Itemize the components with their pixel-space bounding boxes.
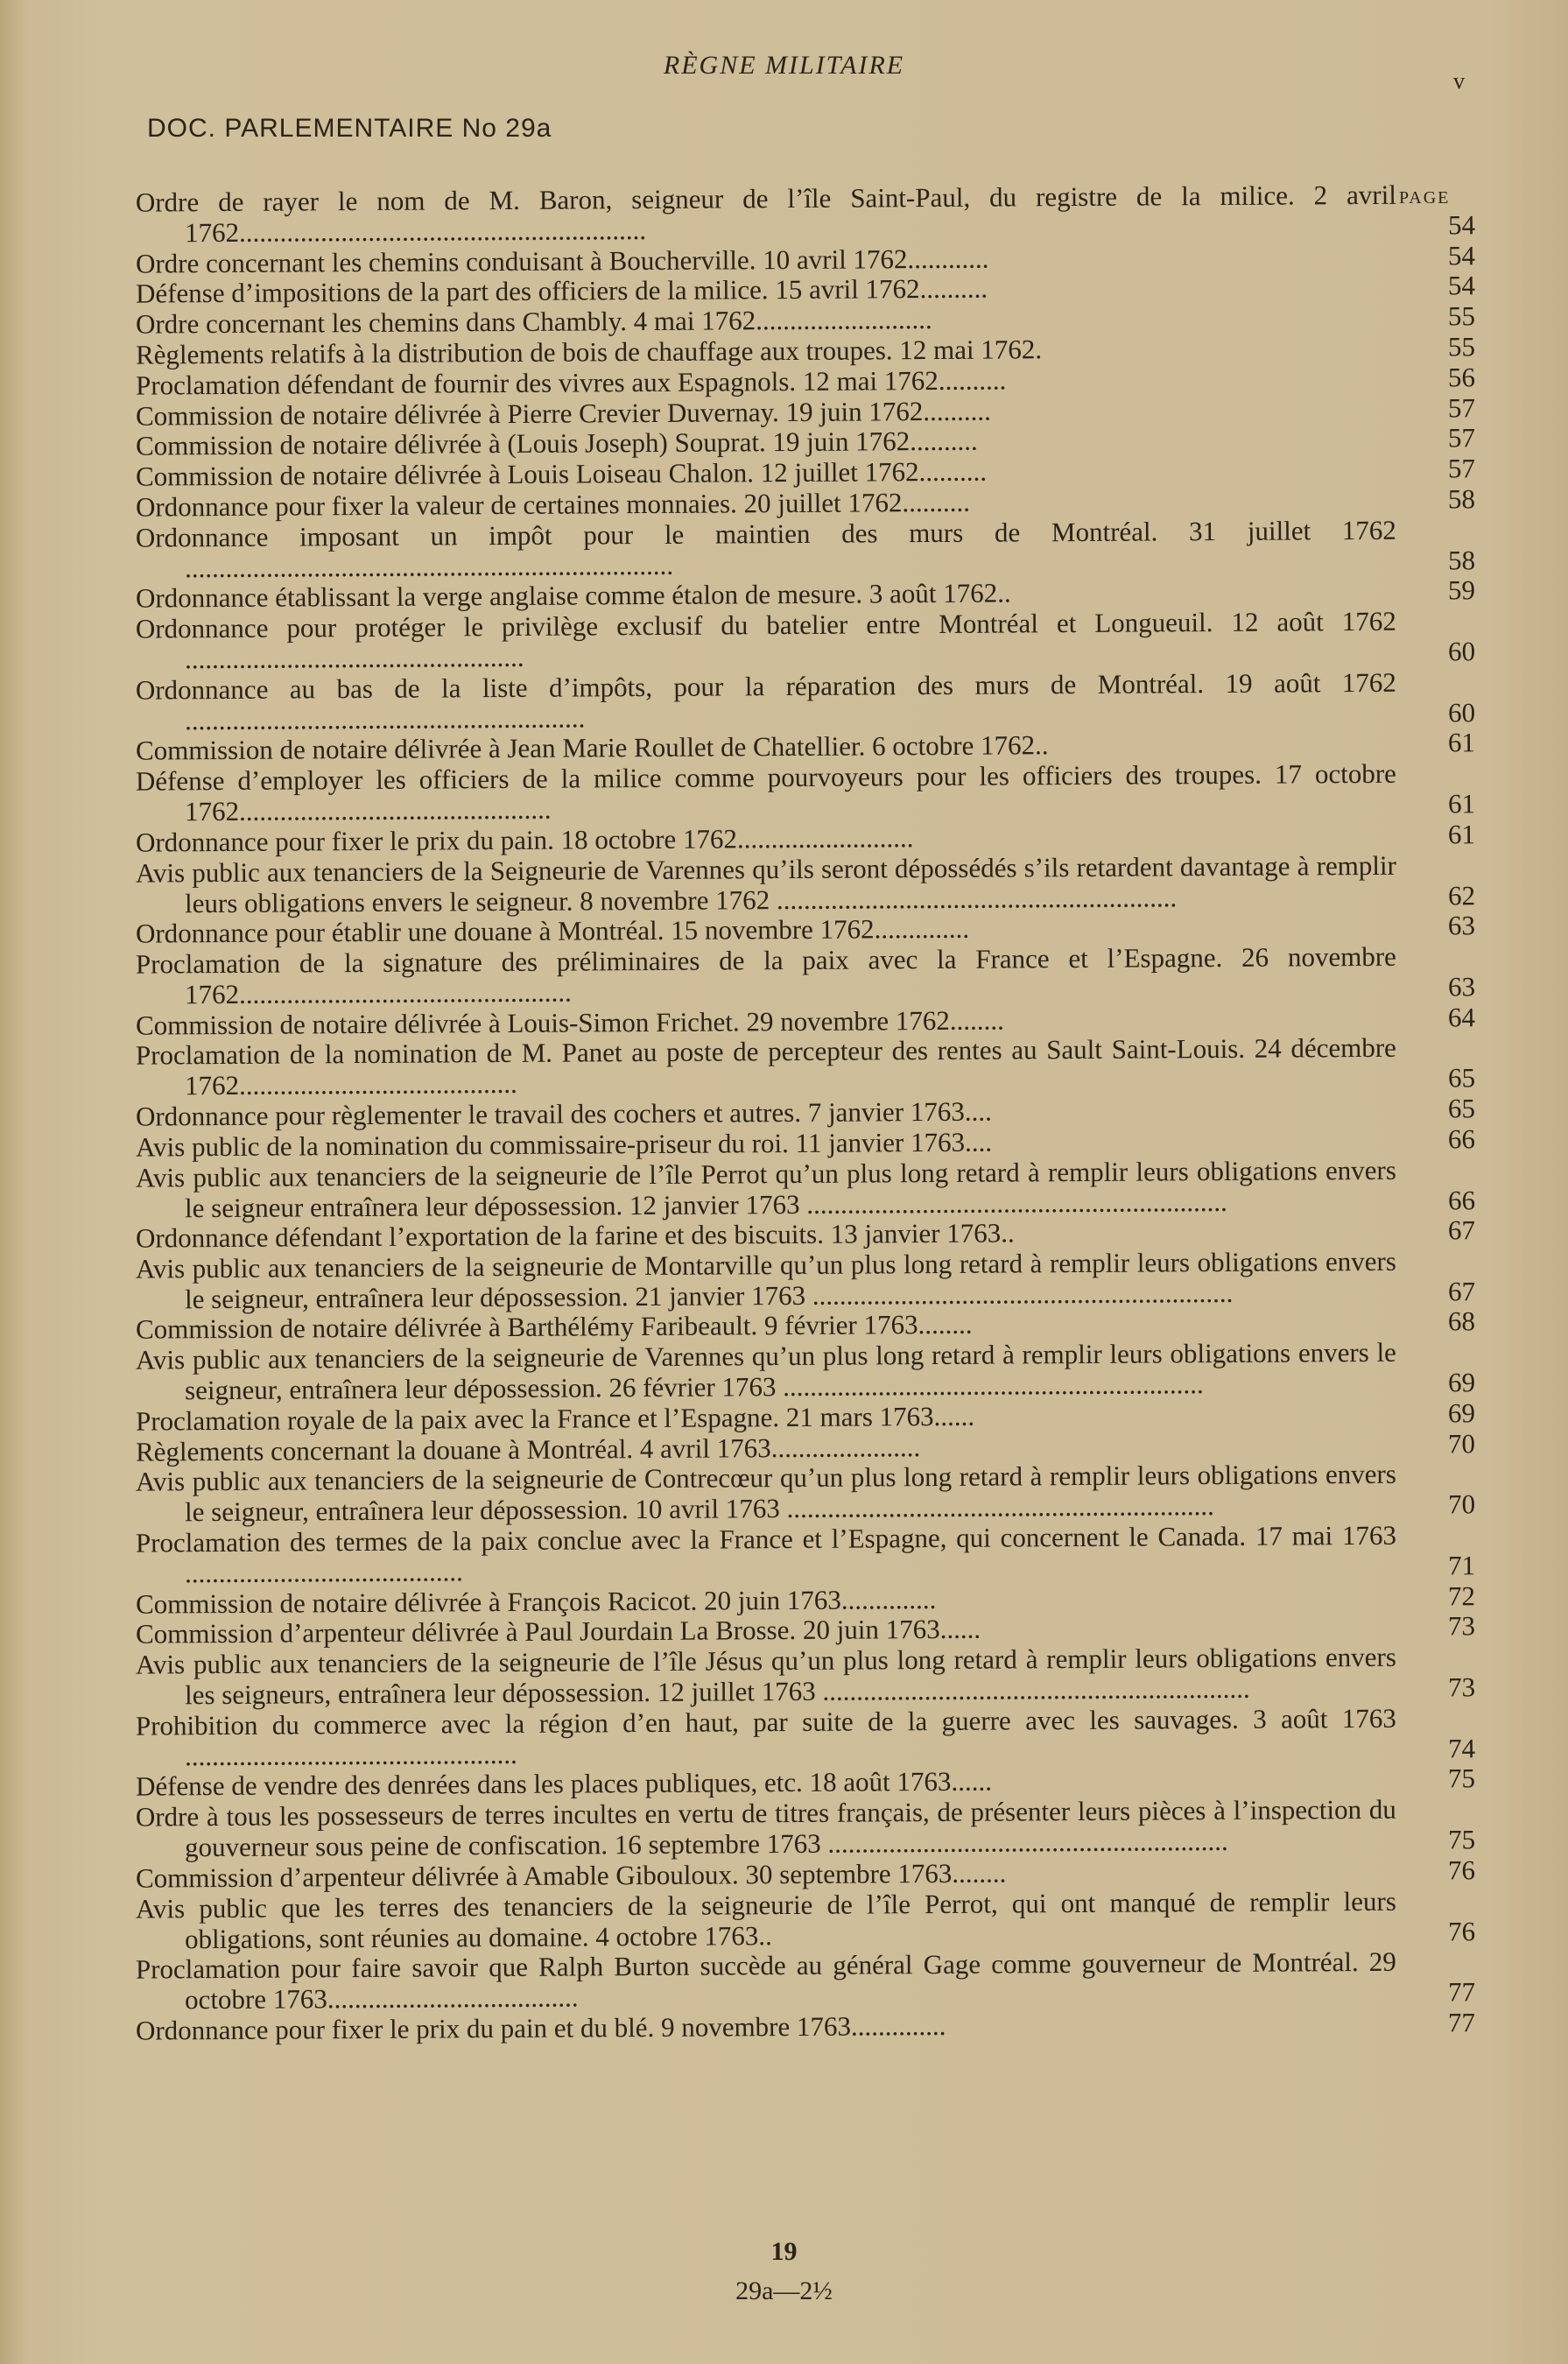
- toc-entry-text: Défense d’employer les officiers de la milice comme pourvoyeurs pour les officiers des troupes. 17 octobre 1762..............................................: [135, 757, 1396, 827]
- toc-entry-text: Proclamation de la signature des préliminaires de la paix avec la France et l’Espagne. 26 novembre 1762.................................................: [135, 940, 1396, 1010]
- toc-entry: [135, 1702, 1476, 1772]
- toc-entry-page: 70: [1447, 1427, 1476, 1460]
- toc-entry-page: 65: [1447, 1062, 1476, 1094]
- page-column-header: PAGE: [1399, 188, 1451, 208]
- toc-entry: [135, 1519, 1476, 1589]
- toc-entry-text: Commission de notaire délivrée à Jean Marie Roullet de Chatellier. 6 octobre 1762..: [135, 729, 1049, 766]
- toc-entry: [135, 2007, 1476, 2046]
- toc-entry-text: Défense de vendre des denrées dans les places publiques, etc. 18 août 1763......: [135, 1766, 993, 1803]
- toc-entry-text: Avis public aux tenanciers de la seigneurie de l’île Perrot qu’un plus long retard à remplir leurs obligations envers le seigneur entraînera leur dépossession. 12 janvier 1763 ..............................................................: [135, 1154, 1396, 1223]
- toc-entry-page: 66: [1447, 1122, 1476, 1155]
- toc-entry-page: 67: [1447, 1214, 1476, 1246]
- toc-entry: [135, 1337, 1476, 1407]
- toc-entry: [135, 1642, 1476, 1712]
- toc-entry: [135, 1245, 1476, 1315]
- toc-entry: [135, 1459, 1476, 1529]
- toc-entry-page: 61: [1447, 788, 1476, 820]
- toc-entry-text: Proclamation des termes de la paix conclue avec la France et l’Espagne, qui concernent le Canada. 17 mai 1763 .........................................: [135, 1519, 1396, 1589]
- toc-entry-text: Avis public de la nomination du commissaire-priseur du roi. 11 janvier 1763....: [135, 1126, 993, 1163]
- toc-entry-text: Commission d’arpenteur délivrée à Amable Gibouloux. 30 septembre 1763........: [135, 1857, 1007, 1894]
- toc-entry-text: Commission de notaire délivrée à Barthélémy Faribeault. 9 février 1763........: [135, 1309, 973, 1346]
- toc-entry-page: 69: [1447, 1367, 1476, 1398]
- toc-entry-text: Prohibition du commerce avec la région d’en haut, par suite de la guerre avec les sauvages. 3 août 1763 .................................................: [135, 1702, 1396, 1771]
- toc-entry-text: Avis public aux tenanciers de la seigneurie de l’île Jésus qu’un plus long retard à remplir leurs obligations envers les seigneurs, entraînera leur dépossession. 12 juillet 1763 ...............................................................: [135, 1642, 1396, 1711]
- toc-entry-page: 77: [1447, 2007, 1476, 2038]
- table-of-contents: [135, 179, 1476, 2046]
- toc-entry-text: Ordonnance pour règlementer le travail des cochers et autres. 7 janvier 1763....: [135, 1095, 992, 1132]
- toc-entry-text: Ordre de rayer le nom de M. Baron, seigneur de l’île Saint-Paul, du registre de la milice. 2 avril 1762............................................................: [135, 179, 1396, 249]
- toc-entry-page: 54: [1447, 209, 1476, 241]
- toc-entry-text: Ordonnance défendant l’exportation de la farine et des biscuits. 13 janvier 1763..: [135, 1217, 1015, 1254]
- toc-entry-text: Proclamation de la nomination de M. Panet au poste de percepteur des rentes au Sault Saint-Louis. 24 décembre 1762.........................................: [135, 1032, 1396, 1101]
- toc-entry-page: 58: [1447, 483, 1476, 515]
- toc-entry-page: 61: [1447, 727, 1476, 758]
- toc-entry-page: 56: [1447, 362, 1476, 393]
- toc-entry-page: 64: [1447, 1001, 1476, 1032]
- toc-entry-page: 70: [1447, 1488, 1476, 1520]
- signature-mark: 29a—2½: [735, 2276, 833, 2305]
- toc-entry: [135, 1794, 1476, 1864]
- toc-entry-text: Proclamation pour faire savoir que Ralph Burton succède au général Gage comme gouverneur de Montréal. 29 octobre 1763.....................................: [135, 1946, 1396, 2016]
- toc-entry-text: Ordonnance pour fixer le prix du pain et du blé. 9 novembre 1763..............: [135, 2009, 946, 2046]
- toc-entry-text: Avis public aux tenanciers de la seigneurie de Montarville qu’un plus long retard à remplir leurs obligations envers le seigneur, entraînera leur dépossession. 21 janvier 1763 ..............................................................: [135, 1245, 1396, 1314]
- running-title: RÈGNE MILITAIRE: [663, 51, 905, 80]
- toc-entry-text: Défense d’impositions de la part des officiers de la milice. 15 avril 1762..........: [135, 273, 988, 309]
- toc-entry-page: 74: [1447, 1732, 1476, 1764]
- page-number-roman: v: [1453, 68, 1465, 94]
- toc-entry-text: Ordonnance imposant un impôt pour le maintien des murs de Montréal. 31 juillet 1762 ........................................................................: [135, 514, 1396, 583]
- toc-entry: [135, 1032, 1476, 1102]
- toc-entry-page: 63: [1447, 970, 1476, 1003]
- toc-entry-page: 65: [1447, 1093, 1476, 1124]
- toc-entry: [135, 666, 1476, 736]
- toc-entry-text: Avis public que les terres des tenanciers de la seigneurie de l’île Perrot, qui ont manqué de remplir leurs obligations, sont réunies au domaine. 4 octobre 1763..: [135, 1885, 1396, 1954]
- toc-entry-page: 58: [1447, 544, 1476, 575]
- toc-entry-page: 57: [1447, 453, 1476, 484]
- toc-entry: [135, 849, 1476, 919]
- toc-entry-text: Ordre concernant les chemins dans Chambly. 4 mai 1762..........................: [135, 304, 932, 340]
- toc-entry-page: 69: [1447, 1397, 1476, 1429]
- toc-entry: [135, 605, 1476, 676]
- toc-entry-text: Ordonnance établissant la verge anglaise comme étalon de mesure. 3 août 1762..: [135, 577, 1011, 614]
- toc-entry-text: Commission de notaire délivrée à Louis-Simon Frichet. 29 novembre 1762........: [135, 1004, 1004, 1041]
- toc-entry-text: Ordonnance au bas de la liste d’impôts, pour la réparation des murs de Montréal. 19 août 1762 ...........................................................: [135, 666, 1396, 735]
- toc-entry: [135, 757, 1476, 828]
- toc-entry-page: 55: [1447, 300, 1476, 332]
- toc-entry-text: Avis public aux tenanciers de la seigneurie de Contrecœur qu’un plus long retard à remplir leurs obligations envers le seigneur, entraînera leur dépossession. 10 avril 1763 ...............................................................: [135, 1459, 1396, 1528]
- toc-entry-text: Ordre à tous les possesseurs de terres incultes en vertu de titres français, de présenter leurs pièces à l’inspection du gouverneur sous peine de confiscation. 16 septembre 1763 ...........................................................: [135, 1794, 1396, 1863]
- toc-entry-page: 54: [1447, 239, 1476, 271]
- toc-entry-text: Avis public aux tenanciers de la Seigneurie de Varennes qu’ils seront dépossédés s’ils retardent davantage à remplir leurs obligations envers le seigneur. 8 novembre 1762 ...........................................................: [135, 849, 1396, 918]
- toc-entry-text: Ordonnance pour fixer le prix du pain. 18 octobre 1762..........................: [135, 821, 914, 858]
- toc-entry-text: Commission de notaire délivrée à François Racicot. 20 juin 1763..............: [135, 1583, 937, 1620]
- toc-entry-text: Proclamation royale de la paix avec la France et l’Espagne. 21 mars 1763......: [135, 1400, 975, 1437]
- toc-entry-page: 63: [1447, 910, 1476, 941]
- toc-entry-text: Ordonnance pour fixer la valeur de certaines monnaies. 20 juillet 1762..........: [135, 486, 971, 523]
- toc-entry-text: Ordonnance pour protéger le privilège exclusif du batelier entre Montréal et Longueuil. 12 août 1762 ..................................................: [135, 605, 1396, 675]
- toc-entry-page: 75: [1447, 1824, 1476, 1855]
- toc-entry: [135, 1154, 1476, 1224]
- toc-entry-page: 54: [1447, 270, 1476, 301]
- toc-entry-page: 57: [1447, 422, 1476, 454]
- toc-entry-text: Commission de notaire délivrée à (Louis Joseph) Souprat. 19 juin 1762..........: [135, 426, 978, 461]
- toc-entry-page: 77: [1447, 1976, 1476, 2008]
- toc-entry-text: Avis public aux tenanciers de la seigneurie de Varennes qu’un plus long retard à remplir leurs obligations envers le seigneur, entraînera leur dépossession. 26 février 1763 ..............................................................: [135, 1337, 1396, 1406]
- toc-entry-page: 67: [1447, 1275, 1476, 1307]
- toc-entry-page: 73: [1447, 1671, 1476, 1703]
- toc-entry-page: 66: [1447, 1184, 1476, 1215]
- toc-entry: [135, 1946, 1476, 2016]
- toc-entry-page: 75: [1447, 1762, 1476, 1794]
- toc-entry-page: 62: [1447, 879, 1476, 911]
- toc-entry-text: Ordonnance pour établir une douane à Montréal. 15 novembre 1762..............: [135, 912, 970, 949]
- toc-entry-page: 59: [1447, 574, 1476, 606]
- toc-entry: [135, 514, 1476, 584]
- toc-entry-text: Commission d’arpenteur délivrée à Paul Jourdain La Brosse. 20 juin 1763......: [135, 1614, 981, 1650]
- toc-entry-text: Proclamation défendant de fournir des vivres aux Espagnols. 12 mai 1762..........: [135, 364, 1007, 401]
- toc-entry-page: 76: [1447, 1915, 1476, 1946]
- toc-entry-page: 73: [1447, 1610, 1476, 1642]
- toc-entry-text: Commission de notaire délivrée à Pierre Crevier Duvernay. 19 juin 1762..........: [135, 395, 991, 432]
- toc-entry-page: 76: [1447, 1854, 1476, 1886]
- toc-entry-page: 60: [1447, 636, 1476, 667]
- toc-entry-page: 57: [1447, 391, 1476, 424]
- toc-entry: [135, 940, 1476, 1010]
- toc-entry-page: 68: [1447, 1305, 1476, 1337]
- toc-entry-text: Ordre concernant les chemins conduisant à Boucherville. 10 avril 1762............: [135, 243, 989, 279]
- folio-number: 19: [770, 2237, 798, 2266]
- toc-entry-page: 55: [1447, 331, 1476, 362]
- toc-entry-page: 61: [1447, 818, 1476, 850]
- toc-entry-page: 60: [1447, 696, 1476, 728]
- toc-entry-text: Règlements concernant la douane à Montréal. 4 avril 1763......................: [135, 1431, 921, 1467]
- document-label: DOC. PARLEMENTAIRE No 29a: [147, 114, 552, 143]
- toc-entry: [135, 179, 1476, 249]
- toc-entry-page: 72: [1447, 1580, 1476, 1612]
- toc-entry: [135, 1885, 1476, 1955]
- toc-entry-text: Règlements relatifs à la distribution de bois de chauffage aux troupes. 12 mai 1762.: [135, 334, 1043, 370]
- toc-entry-page: 71: [1447, 1550, 1476, 1581]
- toc-entry-text: Commission de notaire délivrée à Louis Loiseau Chalon. 12 juillet 1762..........: [135, 455, 988, 492]
